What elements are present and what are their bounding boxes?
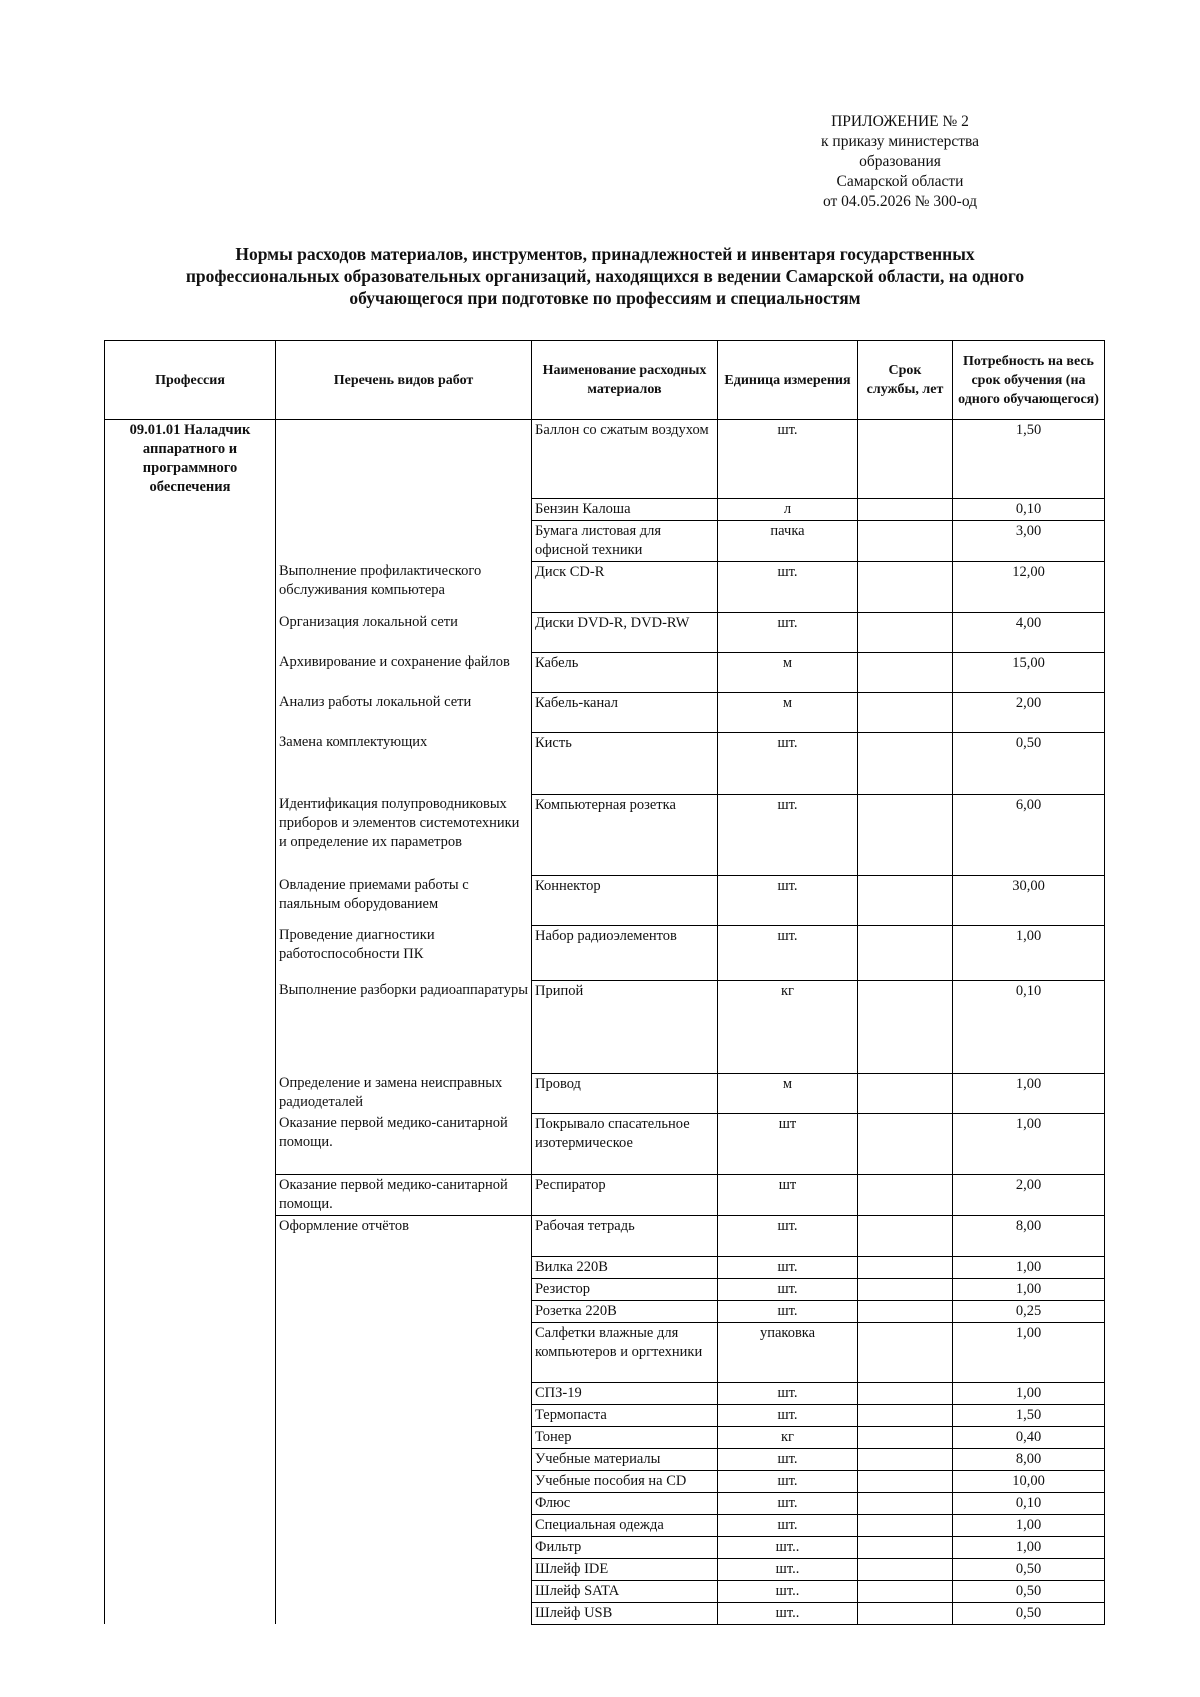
work-type-cell bbox=[276, 1470, 532, 1492]
profession-cell bbox=[105, 1113, 276, 1174]
work-type-cell bbox=[276, 1256, 532, 1278]
quantity-cell: 12,00 bbox=[953, 561, 1105, 612]
profession-cell bbox=[105, 875, 276, 925]
table-row bbox=[105, 1322, 1105, 1382]
quantity-cell: 1,50 bbox=[953, 420, 1105, 499]
service-life-cell bbox=[858, 520, 953, 561]
material-cell: Розетка 220В bbox=[532, 1300, 718, 1322]
appendix-ministry: образования bbox=[859, 153, 941, 170]
work-type-cell bbox=[276, 498, 532, 520]
table-row bbox=[105, 1558, 1105, 1580]
table-row bbox=[105, 1113, 1105, 1174]
profession-cell bbox=[105, 1602, 276, 1624]
service-life-cell bbox=[858, 652, 953, 692]
profession-cell bbox=[105, 1580, 276, 1602]
service-life-cell bbox=[858, 1558, 953, 1580]
table-row bbox=[105, 612, 1105, 652]
profession-cell bbox=[105, 1073, 276, 1113]
work-type-cell bbox=[276, 1602, 532, 1624]
material-cell: Респиратор bbox=[532, 1174, 718, 1215]
service-life-cell bbox=[858, 1322, 953, 1382]
profession-cell bbox=[105, 1470, 276, 1492]
service-life-cell bbox=[858, 561, 953, 612]
work-type-cell: Овладение приемами работы с паяльным оборудованием bbox=[276, 875, 532, 925]
service-life-cell bbox=[858, 1300, 953, 1322]
unit-cell: шт. bbox=[718, 732, 858, 794]
unit-cell: шт.. bbox=[718, 1580, 858, 1602]
table-row bbox=[105, 1580, 1105, 1602]
quantity-cell: 2,00 bbox=[953, 1174, 1105, 1215]
profession-cell bbox=[105, 520, 276, 561]
profession-cell bbox=[105, 652, 276, 692]
material-cell: Баллон со сжатым воздухом bbox=[532, 420, 718, 499]
profession-cell bbox=[105, 732, 276, 794]
unit-cell: шт. bbox=[718, 1514, 858, 1536]
work-type-cell bbox=[276, 1514, 532, 1536]
material-cell: Учебные пособия на CD bbox=[532, 1470, 718, 1492]
material-cell: Учебные материалы bbox=[532, 1448, 718, 1470]
service-life-cell bbox=[858, 1602, 953, 1624]
unit-cell: л bbox=[718, 498, 858, 520]
unit-cell: шт. bbox=[718, 1278, 858, 1300]
unit-cell: шт bbox=[718, 1113, 858, 1174]
unit-cell: шт. bbox=[718, 1382, 858, 1404]
unit-cell: шт. bbox=[718, 1492, 858, 1514]
work-type-cell bbox=[276, 1278, 532, 1300]
unit-cell: шт. bbox=[718, 420, 858, 499]
unit-cell: шт. bbox=[718, 875, 858, 925]
quantity-cell: 0,40 bbox=[953, 1426, 1105, 1448]
table-row bbox=[105, 925, 1105, 980]
unit-cell: шт.. bbox=[718, 1558, 858, 1580]
work-type-cell bbox=[276, 1536, 532, 1558]
quantity-cell: 2,00 bbox=[953, 692, 1105, 732]
header-need: Потребность на весь срок обучения (на одного обучающегося) bbox=[953, 341, 1105, 420]
quantity-cell: 0,10 bbox=[953, 1492, 1105, 1514]
service-life-cell bbox=[858, 1426, 953, 1448]
work-type-cell bbox=[276, 1322, 532, 1382]
unit-cell: шт. bbox=[718, 925, 858, 980]
profession-cell bbox=[105, 1492, 276, 1514]
profession-cell bbox=[105, 1404, 276, 1426]
table-header-row bbox=[105, 341, 1105, 420]
service-life-cell bbox=[858, 1113, 953, 1174]
material-cell: Набор радиоэлементов bbox=[532, 925, 718, 980]
table-row bbox=[105, 1448, 1105, 1470]
work-type-cell: Определение и замена неисправных радиодеталей bbox=[276, 1073, 532, 1113]
work-type-cell: Оказание первой медико-санитарной помощи. bbox=[276, 1174, 532, 1215]
material-cell: Провод bbox=[532, 1073, 718, 1113]
material-cell: Вилка 220В bbox=[532, 1256, 718, 1278]
table-row bbox=[105, 1426, 1105, 1448]
material-cell: Шлейф SATA bbox=[532, 1580, 718, 1602]
table-row bbox=[105, 1404, 1105, 1426]
appendix-order-ref: к приказу министерства bbox=[821, 133, 979, 150]
unit-cell: шт. bbox=[718, 612, 858, 652]
profession-cell bbox=[105, 1300, 276, 1322]
material-cell: Флюс bbox=[532, 1492, 718, 1514]
profession-cell bbox=[105, 1448, 276, 1470]
profession-cell bbox=[105, 1426, 276, 1448]
table-row bbox=[105, 794, 1105, 875]
unit-cell: шт.. bbox=[718, 1536, 858, 1558]
unit-cell: шт bbox=[718, 1174, 858, 1215]
table-row bbox=[105, 1514, 1105, 1536]
service-life-cell bbox=[858, 1536, 953, 1558]
profession-cell bbox=[105, 1322, 276, 1382]
material-cell: Покрывало спасательное изотермическое bbox=[532, 1113, 718, 1174]
quantity-cell: 1,00 bbox=[953, 1073, 1105, 1113]
quantity-cell: 1,00 bbox=[953, 1514, 1105, 1536]
document-title-line: Нормы расходов материалов, инструментов, принадлежностей и инвентаря государственных bbox=[235, 244, 975, 264]
appendix-date-number: от 04.05.2026 № 300-од bbox=[822, 193, 978, 210]
profession-cell bbox=[105, 925, 276, 980]
quantity-cell: 1,00 bbox=[953, 1278, 1105, 1300]
work-type-cell: Выполнение разборки радиоаппаратуры bbox=[276, 980, 532, 1073]
table-row bbox=[105, 692, 1105, 732]
material-cell: Бумага листовая для офисной техники bbox=[532, 520, 718, 561]
material-cell: Фильтр bbox=[532, 1536, 718, 1558]
profession-cell: 09.01.01 Наладчик аппаратного и программного обеспечения bbox=[105, 420, 276, 499]
work-type-cell bbox=[276, 520, 532, 561]
service-life-cell bbox=[858, 1404, 953, 1426]
header-unit: Единица измерения bbox=[718, 341, 858, 420]
unit-cell: м bbox=[718, 652, 858, 692]
work-type-cell: Замена комплектующих bbox=[276, 732, 532, 794]
appendix-block bbox=[780, 112, 1020, 212]
work-type-cell: Организация локальной сети bbox=[276, 612, 532, 652]
quantity-cell: 0,50 bbox=[953, 1602, 1105, 1624]
unit-cell: шт. bbox=[718, 794, 858, 875]
unit-cell: шт.. bbox=[718, 1602, 858, 1624]
profession-cell bbox=[105, 1215, 276, 1256]
profession-cell bbox=[105, 1174, 276, 1215]
table-row bbox=[105, 1300, 1105, 1322]
quantity-cell: 0,50 bbox=[953, 732, 1105, 794]
work-type-cell: Идентификация полупроводниковых приборов и элементов системотехники и определение их параметров bbox=[276, 794, 532, 875]
table-row bbox=[105, 1602, 1105, 1624]
appendix-number: ПРИЛОЖЕНИЕ № 2 bbox=[831, 113, 969, 130]
table-row bbox=[105, 875, 1105, 925]
material-cell: Термопаста bbox=[532, 1404, 718, 1426]
material-cell: Рабочая тетрадь bbox=[532, 1215, 718, 1256]
table-row bbox=[105, 561, 1105, 612]
work-type-cell: Оформление отчётов bbox=[276, 1215, 532, 1256]
work-type-cell bbox=[276, 1558, 532, 1580]
service-life-cell bbox=[858, 925, 953, 980]
table-row bbox=[105, 520, 1105, 561]
material-cell: Резистор bbox=[532, 1278, 718, 1300]
material-cell: Кабель bbox=[532, 652, 718, 692]
profession-cell bbox=[105, 1536, 276, 1558]
unit-cell: шт. bbox=[718, 1300, 858, 1322]
work-type-cell bbox=[276, 1300, 532, 1322]
material-cell: Шлейф USB bbox=[532, 1602, 718, 1624]
table-row bbox=[105, 732, 1105, 794]
quantity-cell: 0,10 bbox=[953, 498, 1105, 520]
service-life-cell bbox=[858, 420, 953, 499]
profession-cell bbox=[105, 980, 276, 1073]
table-row bbox=[105, 1278, 1105, 1300]
work-type-cell bbox=[276, 1492, 532, 1514]
quantity-cell: 8,00 bbox=[953, 1448, 1105, 1470]
table-row bbox=[105, 420, 1105, 499]
table-row bbox=[105, 652, 1105, 692]
unit-cell: кг bbox=[718, 1426, 858, 1448]
material-cell: Припой bbox=[532, 980, 718, 1073]
document-title bbox=[110, 243, 1100, 309]
quantity-cell: 30,00 bbox=[953, 875, 1105, 925]
service-life-cell bbox=[858, 692, 953, 732]
quantity-cell: 4,00 bbox=[953, 612, 1105, 652]
service-life-cell bbox=[858, 1215, 953, 1256]
unit-cell: шт. bbox=[718, 1215, 858, 1256]
header-service-life: Срок службы, лет bbox=[858, 341, 953, 420]
material-cell: Бензин Калоша bbox=[532, 498, 718, 520]
material-cell: СПЗ-19 bbox=[532, 1382, 718, 1404]
service-life-cell bbox=[858, 1073, 953, 1113]
quantity-cell: 10,00 bbox=[953, 1470, 1105, 1492]
unit-cell: м bbox=[718, 692, 858, 732]
header-material: Наименование расходных материалов bbox=[532, 341, 718, 420]
unit-cell: шт. bbox=[718, 1256, 858, 1278]
material-cell: Диск CD-R bbox=[532, 561, 718, 612]
work-type-cell: Выполнение профилактического обслуживания компьютера bbox=[276, 561, 532, 612]
unit-cell: пачка bbox=[718, 520, 858, 561]
service-life-cell bbox=[858, 1580, 953, 1602]
service-life-cell bbox=[858, 1278, 953, 1300]
header-works: Перечень видов работ bbox=[276, 341, 532, 420]
quantity-cell: 0,10 bbox=[953, 980, 1105, 1073]
unit-cell: шт. bbox=[718, 561, 858, 612]
profession-cell bbox=[105, 612, 276, 652]
profession-cell bbox=[105, 1514, 276, 1536]
table-row bbox=[105, 1174, 1105, 1215]
profession-cell bbox=[105, 794, 276, 875]
unit-cell: кг bbox=[718, 980, 858, 1073]
unit-cell: шт. bbox=[718, 1404, 858, 1426]
work-type-cell bbox=[276, 1580, 532, 1602]
table-body bbox=[105, 420, 1105, 1625]
service-life-cell bbox=[858, 732, 953, 794]
material-cell: Кабель-канал bbox=[532, 692, 718, 732]
table-row bbox=[105, 980, 1105, 1073]
service-life-cell bbox=[858, 1448, 953, 1470]
quantity-cell: 0,50 bbox=[953, 1558, 1105, 1580]
unit-cell: упаковка bbox=[718, 1322, 858, 1382]
unit-cell: шт. bbox=[718, 1470, 858, 1492]
work-type-cell bbox=[276, 1448, 532, 1470]
material-cell: Компьютерная розетка bbox=[532, 794, 718, 875]
work-type-cell: Проведение диагностики работоспособности ПК bbox=[276, 925, 532, 980]
service-life-cell bbox=[858, 1382, 953, 1404]
service-life-cell bbox=[858, 498, 953, 520]
quantity-cell: 0,50 bbox=[953, 1580, 1105, 1602]
work-type-cell bbox=[276, 420, 532, 499]
quantity-cell: 0,25 bbox=[953, 1300, 1105, 1322]
material-cell: Салфетки влажные для компьютеров и оргтехники bbox=[532, 1322, 718, 1382]
service-life-cell bbox=[858, 612, 953, 652]
profession-cell bbox=[105, 1278, 276, 1300]
material-cell: Кисть bbox=[532, 732, 718, 794]
quantity-cell: 1,00 bbox=[953, 1382, 1105, 1404]
table-row bbox=[105, 1492, 1105, 1514]
unit-cell: м bbox=[718, 1073, 858, 1113]
unit-cell: шт. bbox=[718, 1448, 858, 1470]
material-cell: Коннектор bbox=[532, 875, 718, 925]
table-row bbox=[105, 1536, 1105, 1558]
service-life-cell bbox=[858, 1256, 953, 1278]
work-type-cell bbox=[276, 1404, 532, 1426]
material-cell: Шлейф IDE bbox=[532, 1558, 718, 1580]
quantity-cell: 6,00 bbox=[953, 794, 1105, 875]
table-row bbox=[105, 1215, 1105, 1256]
profession-cell bbox=[105, 1256, 276, 1278]
quantity-cell: 1,00 bbox=[953, 1322, 1105, 1382]
service-life-cell bbox=[858, 1470, 953, 1492]
norms-table bbox=[104, 340, 1105, 1625]
table-row bbox=[105, 1470, 1105, 1492]
service-life-cell bbox=[858, 1174, 953, 1215]
header-profession: Профессия bbox=[105, 341, 276, 420]
quantity-cell: 8,00 bbox=[953, 1215, 1105, 1256]
table-row bbox=[105, 1073, 1105, 1113]
material-cell: Тонер bbox=[532, 1426, 718, 1448]
quantity-cell: 15,00 bbox=[953, 652, 1105, 692]
document-title-line: обучающегося при подготовке по профессиям и специальностям bbox=[349, 288, 861, 308]
table-row bbox=[105, 1256, 1105, 1278]
service-life-cell bbox=[858, 1492, 953, 1514]
work-type-cell: Архивирование и сохранение файлов bbox=[276, 652, 532, 692]
quantity-cell: 1,00 bbox=[953, 1113, 1105, 1174]
quantity-cell: 1,50 bbox=[953, 1404, 1105, 1426]
quantity-cell: 1,00 bbox=[953, 1256, 1105, 1278]
work-type-cell bbox=[276, 1426, 532, 1448]
profession-cell bbox=[105, 1382, 276, 1404]
quantity-cell: 1,00 bbox=[953, 1536, 1105, 1558]
document-title-line: профессиональных образовательных организаций, находящихся в ведении Самарской области, на одного bbox=[185, 266, 1025, 286]
profession-cell bbox=[105, 1558, 276, 1580]
profession-cell bbox=[105, 498, 276, 520]
quantity-cell: 3,00 bbox=[953, 520, 1105, 561]
work-type-cell: Анализ работы локальной сети bbox=[276, 692, 532, 732]
service-life-cell bbox=[858, 794, 953, 875]
work-type-cell bbox=[276, 1382, 532, 1404]
quantity-cell: 1,00 bbox=[953, 925, 1105, 980]
material-cell: Специальная одежда bbox=[532, 1514, 718, 1536]
profession-cell bbox=[105, 692, 276, 732]
profession-cell bbox=[105, 561, 276, 612]
service-life-cell bbox=[858, 1514, 953, 1536]
table-row bbox=[105, 498, 1105, 520]
service-life-cell bbox=[858, 980, 953, 1073]
work-type-cell: Оказание первой медико-санитарной помощи. bbox=[276, 1113, 532, 1174]
material-cell: Диски DVD-R, DVD-RW bbox=[532, 612, 718, 652]
table-row bbox=[105, 1382, 1105, 1404]
service-life-cell bbox=[858, 875, 953, 925]
appendix-region: Самарской области bbox=[836, 173, 964, 190]
